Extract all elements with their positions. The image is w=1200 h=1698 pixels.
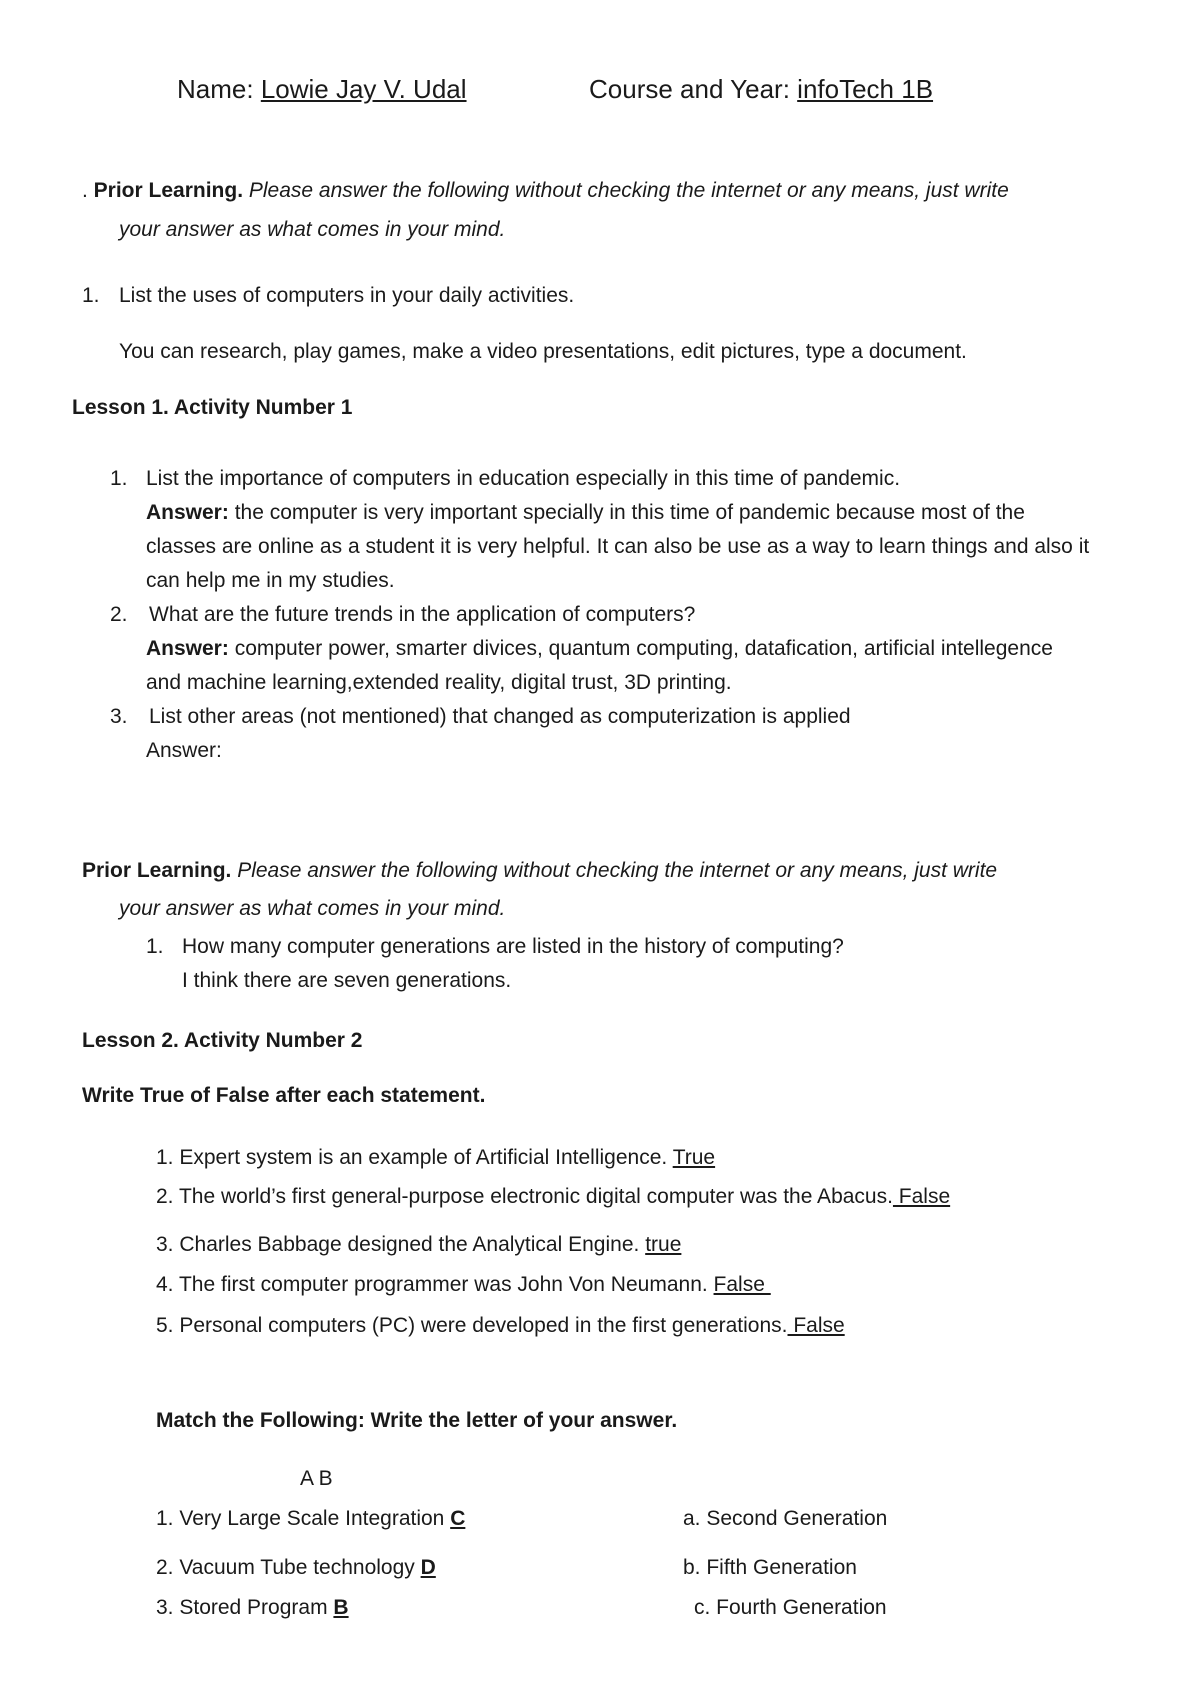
lesson1-q1-answer: Answer: the computer is very important specially in this time of pandemic because most of the (146, 501, 1025, 524)
true-false-instruction: Write True of False after each statement. (82, 1084, 486, 1107)
course-line (589, 74, 933, 105)
match-answer: C (450, 1507, 466, 1530)
course-value: infoTech 1B (797, 74, 934, 104)
tf-item-2: 2. The world’s first general-purpose electronic digital computer was the Abacus. False (156, 1185, 951, 1208)
tf-item-3: 3. Charles Babbage designed the Analytical Engine. true (156, 1233, 682, 1256)
prior2-q1-answer: I think there are seven generations. (182, 969, 512, 992)
answer-label: Answer: (146, 501, 229, 524)
lesson1-q3-number: 3. (110, 705, 128, 728)
tf-answer: False (713, 1273, 771, 1296)
match-right-a: a. Second Generation (683, 1507, 888, 1530)
tf-answer: True (672, 1146, 716, 1169)
prior-learning-2-title: Prior Learning. (82, 859, 232, 882)
tf-answer: False (787, 1314, 845, 1337)
tf-answer: true (645, 1233, 682, 1256)
tf-item-5: 5. Personal computers (PC) were developed in the first generations. False (156, 1314, 845, 1337)
match-answer: B (333, 1596, 349, 1619)
prior1-q1-number: 1. (82, 284, 100, 307)
match-right-c: c. Fourth Generation (694, 1596, 887, 1619)
course-label: Course and Year: (589, 74, 790, 104)
tf-item-4: 4. The first computer programmer was John Von Neumann. False (156, 1273, 771, 1296)
match-left-3: 3. Stored Program B (156, 1596, 349, 1619)
prior-learning-1-heading: . Prior Learning. Please answer the following without checking the internet or any means, just write (82, 179, 1009, 202)
match-left-1: 1. Very Large Scale Integration C (156, 1507, 466, 1530)
lesson1-q2-text: What are the future trends in the application of computers? (149, 603, 696, 626)
lesson1-q2-answer-line2: and machine learning,extended reality, digital trust, 3D printing. (146, 671, 732, 694)
match-left-2: 2. Vacuum Tube technology D (156, 1556, 436, 1579)
lesson1-q1-answer-line2: classes are online as a student it is very helpful. It can also be use as a way to learn things and also it (146, 535, 1090, 558)
answer-label: Answer: (146, 637, 229, 660)
match-column-headers: A B (300, 1467, 333, 1490)
lesson1-q1-text: List the importance of computers in education especially in this time of pandemic. (146, 467, 901, 490)
tf-answer: False (892, 1185, 951, 1208)
lesson1-q3-text: List other areas (not mentioned) that changed as computerization is applied (149, 705, 851, 728)
tf-item-1: 1. Expert system is an example of Artificial Intelligence. True (156, 1146, 716, 1169)
prior1-q1-text: List the uses of computers in your daily activities. (119, 284, 575, 307)
lesson1-q2-answer: Answer: computer power, smarter divices, quantum computing, datafication, artificial intellegence (146, 637, 1053, 660)
match-answer: D (420, 1556, 436, 1579)
prior2-q1-text: How many computer generations are listed in the history of computing? (182, 935, 844, 958)
prior-learning-1-instruction-2: your answer as what comes in your mind. (119, 218, 506, 241)
lesson1-q3-answer-label: Answer: (146, 739, 222, 762)
lesson-1-title: Lesson 1. Activity Number 1 (72, 396, 353, 419)
match-instruction: Match the Following: Write the letter of your answer. (156, 1409, 678, 1432)
prior-learning-1-title: Prior Learning. (93, 179, 244, 202)
prior2-q1-number: 1. (146, 935, 164, 958)
prior-learning-2-heading (82, 858, 997, 883)
name-value: Lowie Jay V. Udal (260, 74, 467, 104)
lesson1-q2-number: 2. (110, 603, 128, 626)
name-line (177, 74, 467, 105)
name-label: Name: (177, 74, 254, 104)
prior-learning-1-instruction: Please answer the following without checking the internet or any means, just write (243, 179, 1009, 202)
prior-learning-2-instruction: Please answer the following without checking the internet or any means, just write (231, 859, 998, 882)
lesson1-q1-number: 1. (110, 467, 128, 490)
prior1-q1-answer: You can research, play games, make a video presentations, edit pictures, type a document. (119, 340, 967, 363)
prior-learning-2-instruction-2: your answer as what comes in your mind. (119, 897, 506, 920)
lesson-2-title: Lesson 2. Activity Number 2 (82, 1029, 363, 1052)
match-right-b: b. Fifth Generation (683, 1556, 857, 1579)
lesson1-q1-answer-line3: can help me in my studies. (146, 569, 395, 592)
